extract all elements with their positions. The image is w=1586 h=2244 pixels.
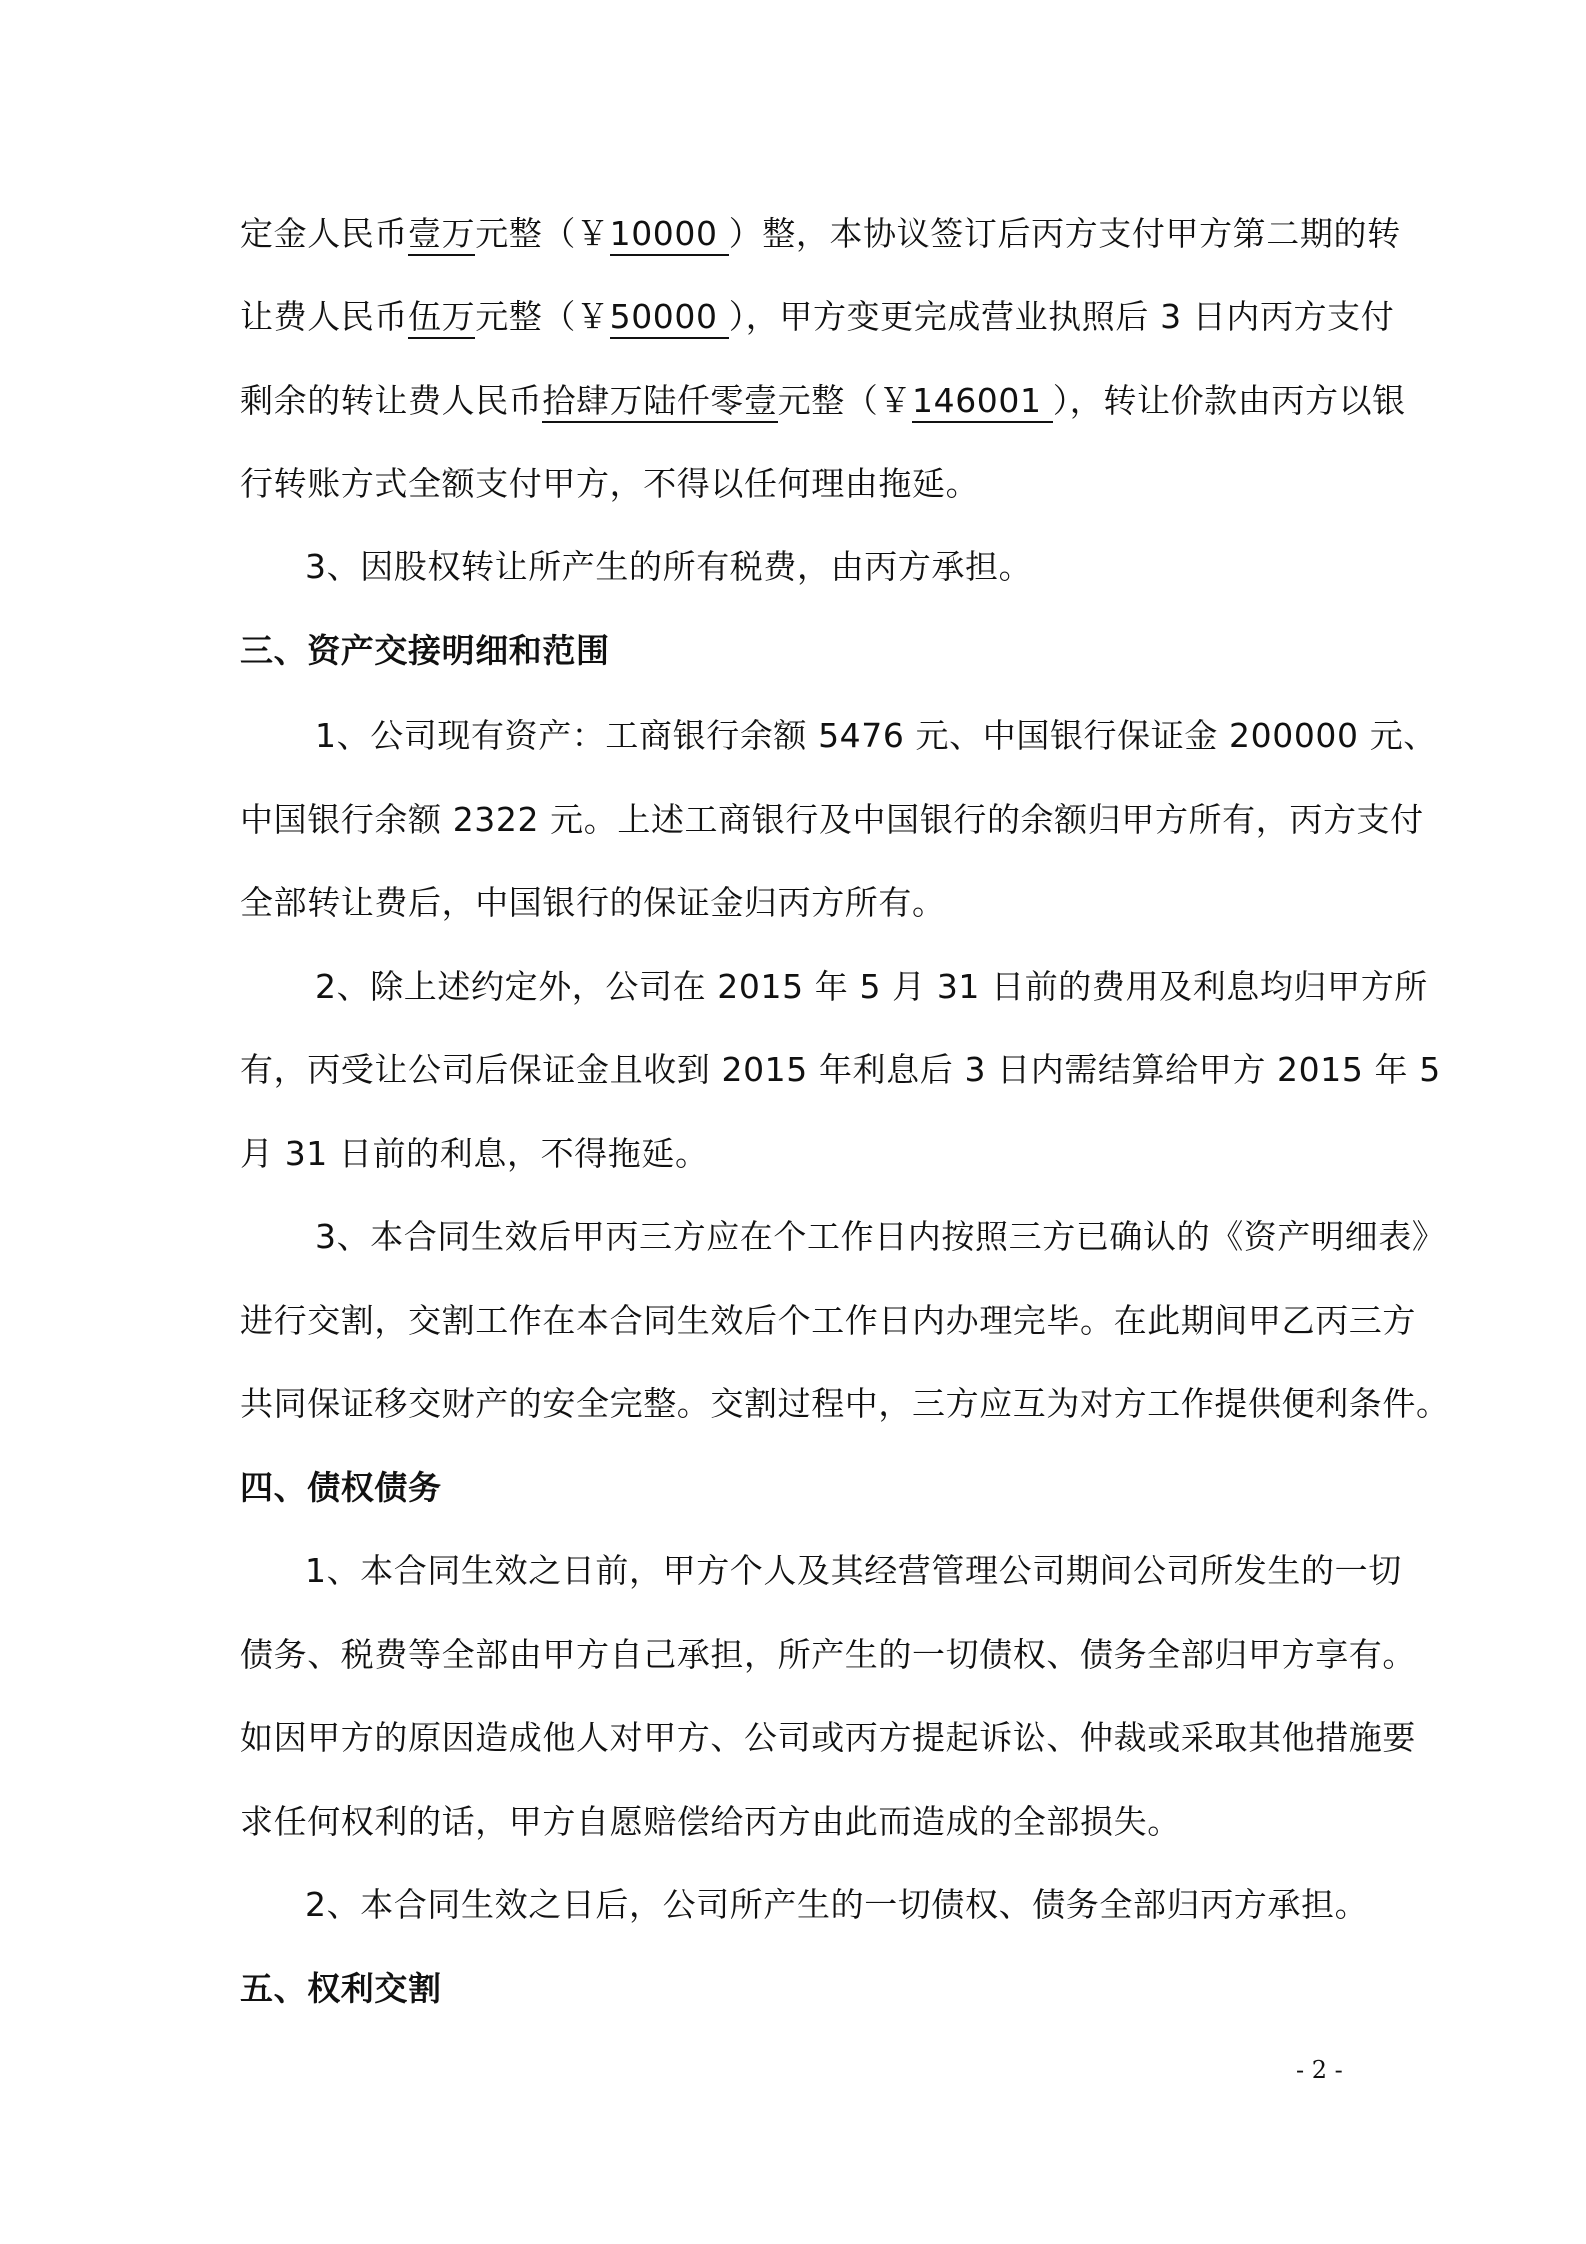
text-run: ），转让价款由丙方以银: [1052, 381, 1406, 420]
amount-figure: 146001: [912, 381, 1053, 423]
amount-words: 伍万: [408, 297, 475, 339]
amount-words: 拾肆万陆仟零壹: [542, 381, 777, 423]
text-run: 剩余的转让费人民币: [240, 381, 543, 420]
paragraph-line: 2、除上述约定外，公司在 2015 年 5 月 31 日前的费用及利息均归甲方所: [315, 967, 1428, 1006]
section-heading: 四、债权债务: [240, 1468, 442, 1507]
paragraph-line: [240, 210, 1401, 258]
paragraph-line: [240, 293, 1395, 341]
paragraph-line: 中国银行余额 2322 元。上述工商银行及中国银行的余额归甲方所有，丙方支付: [240, 800, 1424, 839]
paragraph-line: 如因甲方的原因造成他人对甲方、公司或丙方提起诉讼、仲裁或采取其他措施要: [240, 1718, 1416, 1757]
paragraph-line: 3、因股权转让所产生的所有税费，由丙方承担。: [305, 547, 1033, 586]
text-run: 让费人民币: [240, 297, 408, 336]
paragraph-line: 债务、税费等全部由甲方自己承担，所产生的一切债权、债务全部归甲方享有。: [240, 1635, 1416, 1674]
paragraph-line: 有，丙受让公司后保证金且收到 2015 年利息后 3 日内需结算给甲方 2015 年 5: [240, 1050, 1441, 1089]
section-heading: 五、权利交割: [240, 1969, 442, 2008]
paragraph-line: 全部转让费后，中国银行的保证金归丙方所有。: [240, 883, 946, 922]
page-number: - 2 -: [1296, 2056, 1343, 2084]
paragraph-line: 月 31 日前的利息，不得拖延。: [240, 1134, 709, 1173]
paragraph-line: 求任何权利的话，甲方自愿赔偿给丙方由此而造成的全部损失。: [240, 1802, 1181, 1841]
text-run: 元整（￥: [475, 297, 610, 336]
paragraph-line: 行转账方式全额支付甲方，不得以任何理由拖延。: [240, 464, 980, 503]
amount-figure: 50000: [610, 297, 729, 339]
text-run: ）整，本协议签订后丙方支付甲方第二期的转: [728, 214, 1401, 253]
amount-figure: 10000: [610, 214, 729, 256]
paragraph-line: 2、本合同生效之日后，公司所产生的一切债权、债务全部归丙方承担。: [305, 1885, 1369, 1924]
text-run: 元整（￥: [777, 381, 913, 420]
text-run: ），甲方变更完成营业执照后 3 日内丙方支付: [728, 297, 1395, 336]
text-run: 元整（￥: [475, 214, 610, 253]
amount-words: 壹万: [408, 214, 475, 256]
paragraph-line: 3、本合同生效后甲丙三方应在个工作日内按照三方已确认的《资产明细表》: [315, 1217, 1446, 1256]
paragraph-line: 进行交割，交割工作在本合同生效后个工作日内办理完毕。在此期间甲乙丙三方: [240, 1301, 1416, 1340]
section-heading: 三、资产交接明细和范围: [240, 631, 610, 670]
paragraph-line: 共同保证移交财产的安全完整。交割过程中，三方应互为对方工作提供便利条件。: [240, 1384, 1450, 1423]
paragraph-line: 1、本合同生效之日前，甲方个人及其经营管理公司期间公司所发生的一切: [305, 1551, 1402, 1590]
paragraph-line: 1、公司现有资产：工商银行余额 5476 元、中国银行保证金 200000 元、: [315, 716, 1437, 755]
text-run: 定金人民币: [240, 214, 408, 253]
paragraph-line: [240, 377, 1406, 425]
